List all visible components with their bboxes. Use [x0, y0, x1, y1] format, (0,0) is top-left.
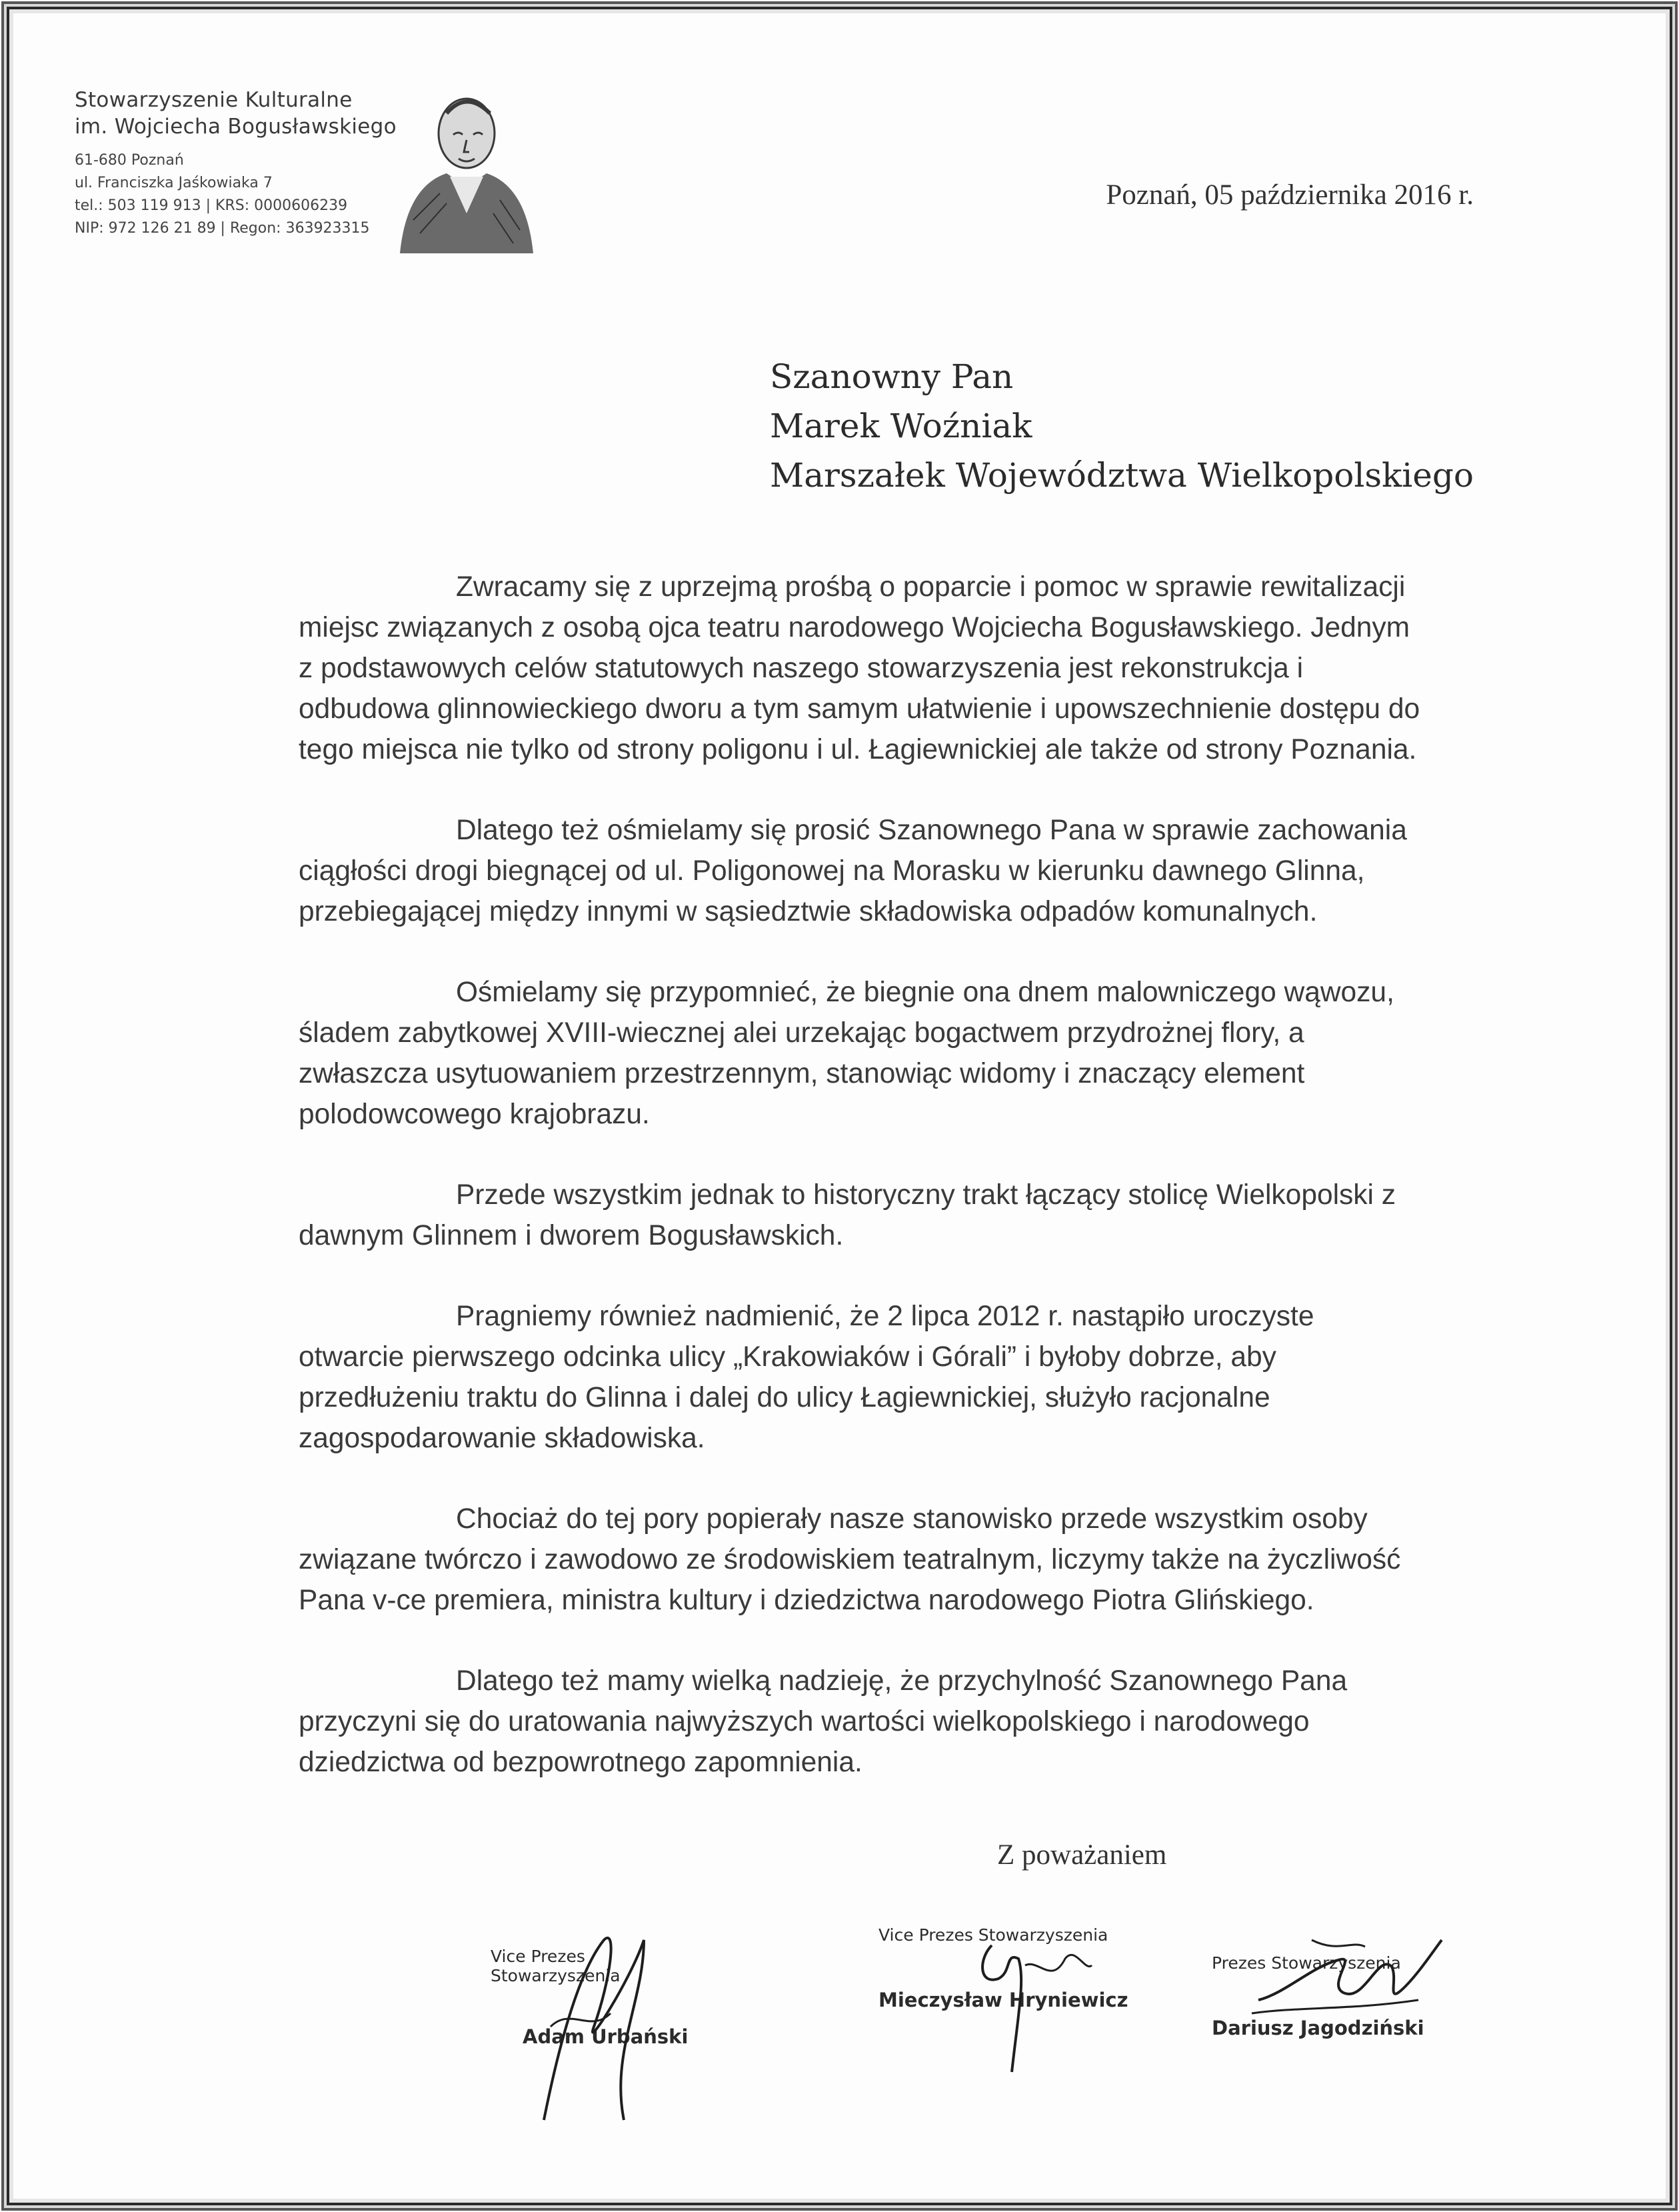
org-address: [75, 149, 421, 240]
signatory-role: Prezes Stowarzyszenia: [1212, 1953, 1401, 1973]
body-paragraph: Pragniemy również nadmienić, że 2 lipca 2012 r. nastąpiło uroczyste otwarcie pierwszego odcinka ulicy „Krakowiaków i Górali” i byłoby dobrze, aby przedłużeniu traktu do Glinna i dalej do ulicy Łagiewnickiej, służyło racjonalne zagospodarowanie składowiska.: [299, 1301, 1314, 1454]
signatory-role: Vice Prezes Stowarzyszenia: [491, 1947, 621, 1985]
signatory-name: Mieczysław Hryniewicz: [878, 1989, 1128, 2011]
org-name-line2: im. Wojciecha Bogusławskiego: [75, 115, 397, 139]
signatory-role: Vice Prezes Stowarzyszenia: [878, 1925, 1108, 1945]
letter-body: [299, 567, 1425, 1823]
handwritten-signature-icon: [1245, 1927, 1445, 2033]
org-name-line1: Stowarzyszenie Kulturalne: [75, 88, 353, 112]
letter-date: Poznań, 05 października 2016 r.: [1106, 179, 1474, 211]
body-paragraph: Dlatego też ośmielamy się prosić Szanownego Pana w sprawie zachowania ciągłości drogi biegnącej od ul. Poligonowej na Morasku w kierunku dawnego Glinna, przebiegającej między innymi w sąsiedztwie składowiska odpadów komunalnych.: [299, 815, 1407, 927]
body-paragraph: Zwracamy się z uprzejmą prośbą o poparcie i pomoc w sprawie rewitalizacji miejsc związanych z osobą ojca teatru narodowego Wojciecha Bogusławskiego. Jednym z podstawowych celów statutowych naszego stowarzyszenia jest rekonstrukcja i odbudowa glinnowieckiego dworu a tym samym ułatwienie i upowszechnienie dostępu do tego miejsca nie tylko od strony poligonu i ul. Łagiewnickiej ale także od strony Poznania.: [299, 571, 1420, 765]
body-paragraph: Przede wszystkim jednak to historyczny trakt łączący stolicę Wielkopolski z dawnym Glinnem i dworem Bogusławskich.: [299, 1179, 1396, 1251]
letterhead: [75, 87, 421, 240]
handwritten-signature-icon: [952, 1919, 1098, 2079]
org-street: ul. Franciszka Jaśkowiaka 7: [75, 175, 273, 191]
body-paragraph: Ośmielamy się przypomnieć, że biegnie ona dnem malowniczego wąwozu, śladem zabytkowej XVIII-wiecznej alei urzekając bogactwem przydrożnej flory, a zwłaszcza usytuowaniem przestrzennym, stanowiąc widomy i znaczący element polodowcowego krajobrazu.: [299, 977, 1394, 1130]
signature-block-jagodzinski: [1212, 1953, 1452, 2039]
signature-block-urbanski: [491, 1947, 717, 2048]
org-postal: 61-680 Poznań: [75, 152, 184, 169]
signature-block-hryniewicz: [878, 1925, 1158, 2011]
recipient-title: Marszałek Województwa Wielkopolskiego: [770, 456, 1474, 495]
signatory-name: Adam Urbański: [523, 2025, 689, 2048]
body-paragraph: Dlatego też mamy wielką nadzieję, że przychylność Szanownego Pana przyczyni się do uratowania najwyższych wartości wielkopolskiego i narodowego dziedzictwa od bezpowrotnego zapomnienia.: [299, 1665, 1348, 1778]
handwritten-signature-icon: [531, 1920, 651, 2133]
org-phone-krs: tel.: 503 119 913 | KRS: 0000606239: [75, 197, 348, 214]
recipient-block: [770, 352, 1474, 500]
body-paragraph: Chociaż do tej pory popierały nasze stanowisko przede wszystkim osoby związane twórczo i zawodowo ze środowiskiem teatralnym, liczymy także na życzliwość Pana v-ce premiera, ministra kultury i dziedzictwa narodowego Piotra Glińskiego.: [299, 1503, 1401, 1616]
recipient-salutation: Szanowny Pan: [770, 357, 1014, 396]
org-nip-regon: NIP: 972 126 21 89 | Regon: 363923315: [75, 220, 370, 237]
closing-phrase: Z poważaniem: [997, 1839, 1167, 1871]
signatory-name: Dariusz Jagodziński: [1212, 2017, 1424, 2039]
recipient-name: Marek Woźniak: [770, 407, 1032, 445]
portrait-engraving-icon: [373, 87, 540, 260]
